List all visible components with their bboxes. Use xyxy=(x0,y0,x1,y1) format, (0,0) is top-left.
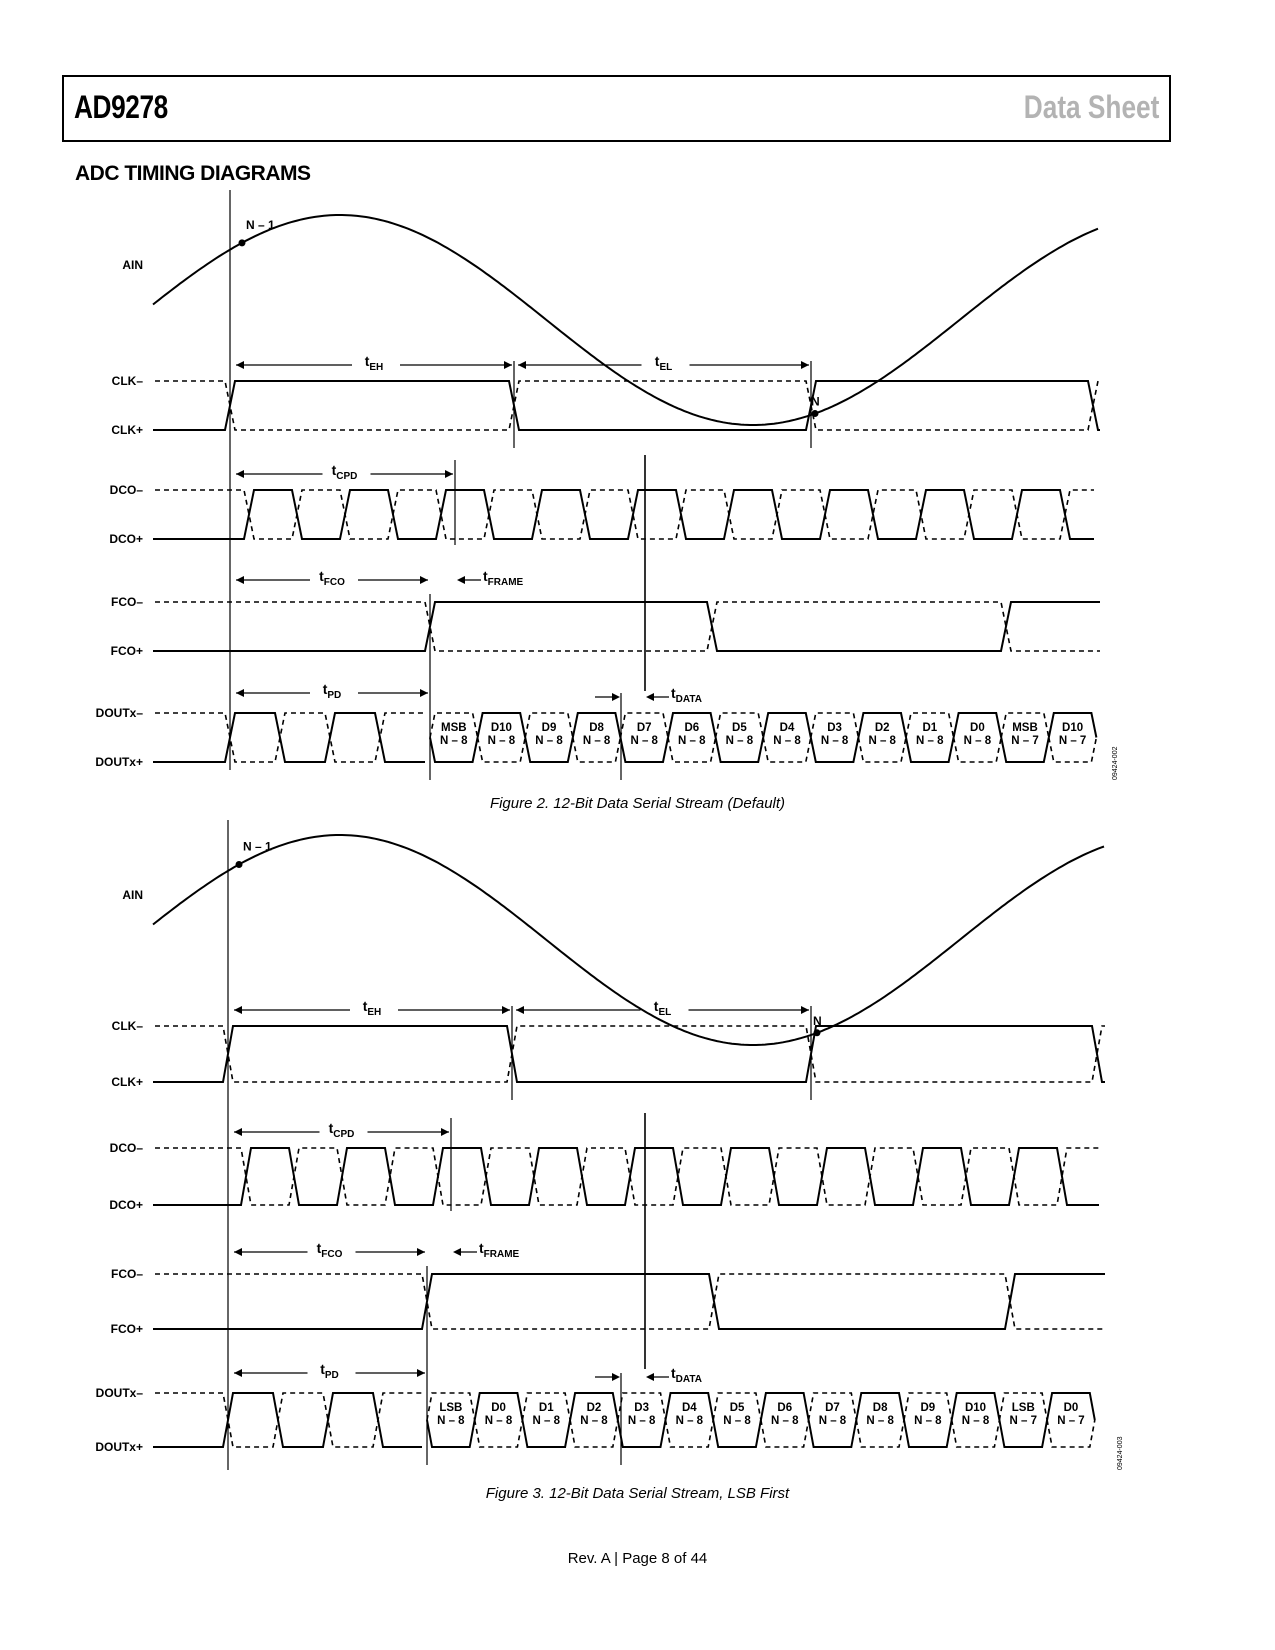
dim-t-data-label: $t_{DATA}$ xyxy=(671,685,702,705)
clk-plus-label: CLK+ xyxy=(111,423,143,437)
dim-t-fco-arrow-right xyxy=(417,1248,425,1256)
dim-t-pd-arrow-left xyxy=(234,1369,242,1377)
dim-t-el-arrow-left xyxy=(518,361,526,369)
timing-diagram-figure-3 xyxy=(0,820,1275,1500)
data-bit-9-sample: N – 8 xyxy=(868,735,896,747)
data-bit-12-name: MSB xyxy=(1012,722,1038,734)
data-bit-7-name: D6 xyxy=(777,1402,793,1414)
data-bit-2-sample: N – 8 xyxy=(535,735,563,747)
dim-t-pd-label: $t_{PD}$ xyxy=(320,1361,339,1381)
data-bit-5-name: D6 xyxy=(684,722,700,734)
data-bit-4-sample: N – 8 xyxy=(627,1415,656,1427)
dco-minus-label: DCO– xyxy=(109,1141,143,1155)
data-bit-8-sample: N – 8 xyxy=(818,1415,847,1427)
dim-t-el-arrow-left xyxy=(516,1006,524,1014)
section-title: ADC TIMING DIAGRAMS xyxy=(75,162,311,185)
dim-t-frame-label: $t_{FRAME}$ xyxy=(479,1240,520,1260)
data-bit-0-sample: N – 8 xyxy=(437,1415,465,1427)
page-header xyxy=(62,75,1171,142)
data-bit-11-sample: N – 8 xyxy=(963,735,992,747)
data-bit-9-name: D2 xyxy=(874,722,890,734)
figure-id: 09424-002 xyxy=(1112,746,1119,780)
data-bit-6-sample: N – 8 xyxy=(725,735,754,747)
data-bit-8-name: D3 xyxy=(827,722,842,734)
data-bit-5-sample: N – 8 xyxy=(678,735,706,747)
fco-minus-label: FCO– xyxy=(110,1267,143,1281)
clk-solid xyxy=(153,1026,1105,1082)
dout-minus-label: DOUTx– xyxy=(95,1386,143,1400)
dim-t-data-label: $t_{DATA}$ xyxy=(671,1365,702,1385)
data-bit-11-sample: N – 8 xyxy=(961,1415,990,1427)
data-bit-4-name: D7 xyxy=(636,722,652,734)
data-bit-6-name: D5 xyxy=(732,722,747,734)
dco-plus-label: DCO+ xyxy=(109,532,143,546)
dim-t-eh-arrow-right xyxy=(504,361,512,369)
figure-2-caption: Figure 2. 12-Bit Data Serial Stream (Default) xyxy=(489,795,786,812)
fco-solid xyxy=(153,602,1100,651)
data-bit-5-sample: N – 8 xyxy=(675,1415,704,1427)
sample-point-n-minus-1 xyxy=(239,239,246,246)
dim-t-pd-arrow-left xyxy=(236,689,244,697)
dim-t-eh-label: $t_{EH}$ xyxy=(362,998,382,1018)
data-bit-2-name: D1 xyxy=(538,1402,554,1414)
dim-t-fco-arrow-left xyxy=(236,576,244,584)
data-bit-1-sample: N – 8 xyxy=(487,735,516,747)
data-bit-3-name: D2 xyxy=(586,1402,602,1414)
dim-t-fco-label: $t_{FCO}$ xyxy=(319,568,345,588)
dim-t-fco-label: $t_{FCO}$ xyxy=(316,1240,343,1260)
dim-t-el-arrow-right xyxy=(801,361,809,369)
data-bit-11-name: D0 xyxy=(970,722,985,734)
data-bit-0-name: LSB xyxy=(439,1402,463,1414)
figure-id: 09424-003 xyxy=(1117,1436,1124,1470)
dim-t-pd-label: $t_{PD}$ xyxy=(322,681,342,701)
data-bit-6-sample: N – 8 xyxy=(723,1415,751,1427)
data-bit-8-sample: N – 8 xyxy=(820,735,849,747)
data-bit-2-sample: N – 8 xyxy=(532,1415,560,1427)
sample-label-n-minus-1: N – 1 xyxy=(246,217,275,232)
data-bit-10-name: D9 xyxy=(920,1402,936,1414)
dim-t-fco-arrow-right xyxy=(420,576,428,584)
dim-t-data-arrow-left xyxy=(612,693,620,701)
data-bit-9-name: D8 xyxy=(872,1402,888,1414)
dim-t-frame-label: $t_{FRAME}$ xyxy=(483,568,524,588)
clk-dashed xyxy=(155,381,1100,430)
data-bit-5-name: D4 xyxy=(681,1402,697,1414)
dim-t-cpd-arrow-right xyxy=(445,470,453,478)
clk-minus-label: CLK– xyxy=(111,374,143,388)
clk-dashed xyxy=(155,1026,1105,1082)
data-bit-10-sample: N – 8 xyxy=(916,735,944,747)
sample-label-n: N xyxy=(813,1013,822,1028)
ain-label: AIN xyxy=(122,888,143,902)
dim-t-cpd-arrow-right xyxy=(441,1128,449,1136)
dim-t-cpd-arrow-left xyxy=(234,1128,242,1136)
ain-waveform xyxy=(153,835,1104,1045)
sample-point-n-minus-1 xyxy=(236,861,243,868)
ain-label: AIN xyxy=(122,258,143,272)
data-bit-10-sample: N – 8 xyxy=(914,1415,942,1427)
data-bit-10-name: D1 xyxy=(922,722,938,734)
dim-t-cpd-label: $t_{CPD}$ xyxy=(331,462,358,482)
fco-solid xyxy=(153,1274,1105,1329)
dco-dashed xyxy=(155,490,1094,539)
data-bit-4-name: D3 xyxy=(634,1402,650,1414)
dout-minus-label: DOUTx– xyxy=(95,706,143,720)
data-bit-7-sample: N – 8 xyxy=(773,735,801,747)
fco-plus-label: FCO+ xyxy=(110,1322,143,1336)
fco-minus-label: FCO– xyxy=(110,595,143,609)
dim-t-pd-arrow-right xyxy=(417,1369,425,1377)
data-bit-13-name: D0 xyxy=(1063,1402,1079,1414)
dim-t-eh-arrow-left xyxy=(236,361,244,369)
dim-t-data-arrow-left xyxy=(612,1373,620,1381)
data-bit-8-name: D7 xyxy=(825,1402,840,1414)
clk-plus-label: CLK+ xyxy=(111,1075,143,1089)
dim-t-cpd-arrow-left xyxy=(236,470,244,478)
data-bit-1-name: D10 xyxy=(490,722,512,734)
fco-dashed xyxy=(155,1274,1105,1329)
data-bit-9-sample: N – 8 xyxy=(866,1415,894,1427)
dim-t-fco-arrow-left xyxy=(234,1248,242,1256)
data-bit-3-sample: N – 8 xyxy=(580,1415,608,1427)
page-footer: Rev. A | Page 8 of 44 xyxy=(567,1550,708,1567)
dim-t-cpd-label: $t_{CPD}$ xyxy=(328,1120,355,1140)
timing-diagram-figure-2 xyxy=(0,180,1275,790)
data-bit-1-name: D0 xyxy=(491,1402,506,1414)
data-bit-7-name: D4 xyxy=(779,722,795,734)
data-bit-0-name: MSB xyxy=(441,722,467,734)
clk-solid xyxy=(153,381,1100,430)
dim-t-eh-arrow-right xyxy=(502,1006,510,1014)
dim-t-pd-arrow-right xyxy=(420,689,428,697)
fco-dashed xyxy=(155,602,1100,651)
dim-t-eh-label: $t_{EH}$ xyxy=(364,353,384,373)
part-number: AD9278 xyxy=(74,89,168,125)
sample-label-n: N xyxy=(811,394,820,409)
data-bit-12-sample: N – 7 xyxy=(1009,1415,1037,1427)
data-bit-13-sample: N – 7 xyxy=(1057,1415,1085,1427)
figure-3-caption: Figure 3. 12-Bit Data Serial Stream, LSB First xyxy=(485,1485,790,1502)
dim-t-eh-arrow-left xyxy=(234,1006,242,1014)
dout-plus-label: DOUTx+ xyxy=(95,1440,143,1454)
dim-t-el-label: $t_{EL}$ xyxy=(653,998,672,1018)
ain-waveform xyxy=(153,215,1098,425)
dco-plus-label: DCO+ xyxy=(109,1198,143,1212)
doc-type: Data Sheet xyxy=(1023,89,1159,125)
data-bit-0-sample: N – 8 xyxy=(440,735,468,747)
fco-plus-label: FCO+ xyxy=(110,644,143,658)
dco-solid xyxy=(153,1148,1099,1205)
data-bit-7-sample: N – 8 xyxy=(771,1415,799,1427)
data-bit-13-name: D10 xyxy=(1062,722,1084,734)
data-bit-3-sample: N – 8 xyxy=(582,735,611,747)
sample-label-n-minus-1: N – 1 xyxy=(243,839,272,854)
data-bit-12-sample: N – 7 xyxy=(1011,735,1039,747)
clk-minus-label: CLK– xyxy=(111,1019,143,1033)
dim-t-el-label: $t_{EL}$ xyxy=(654,353,673,373)
data-bit-4-sample: N – 8 xyxy=(630,735,658,747)
data-bit-11-name: D10 xyxy=(964,1402,987,1414)
data-bit-12-name: LSB xyxy=(1011,1402,1035,1414)
dco-minus-label: DCO– xyxy=(109,483,143,497)
data-bit-3-name: D8 xyxy=(589,722,604,734)
dim-t-el-arrow-right xyxy=(801,1006,809,1014)
data-bit-6-name: D5 xyxy=(729,1402,745,1414)
data-bit-1-sample: N – 8 xyxy=(484,1415,513,1427)
data-bit-2-name: D9 xyxy=(541,722,557,734)
data-bit-13-sample: N – 7 xyxy=(1058,735,1087,747)
dout-plus-label: DOUTx+ xyxy=(95,755,143,769)
